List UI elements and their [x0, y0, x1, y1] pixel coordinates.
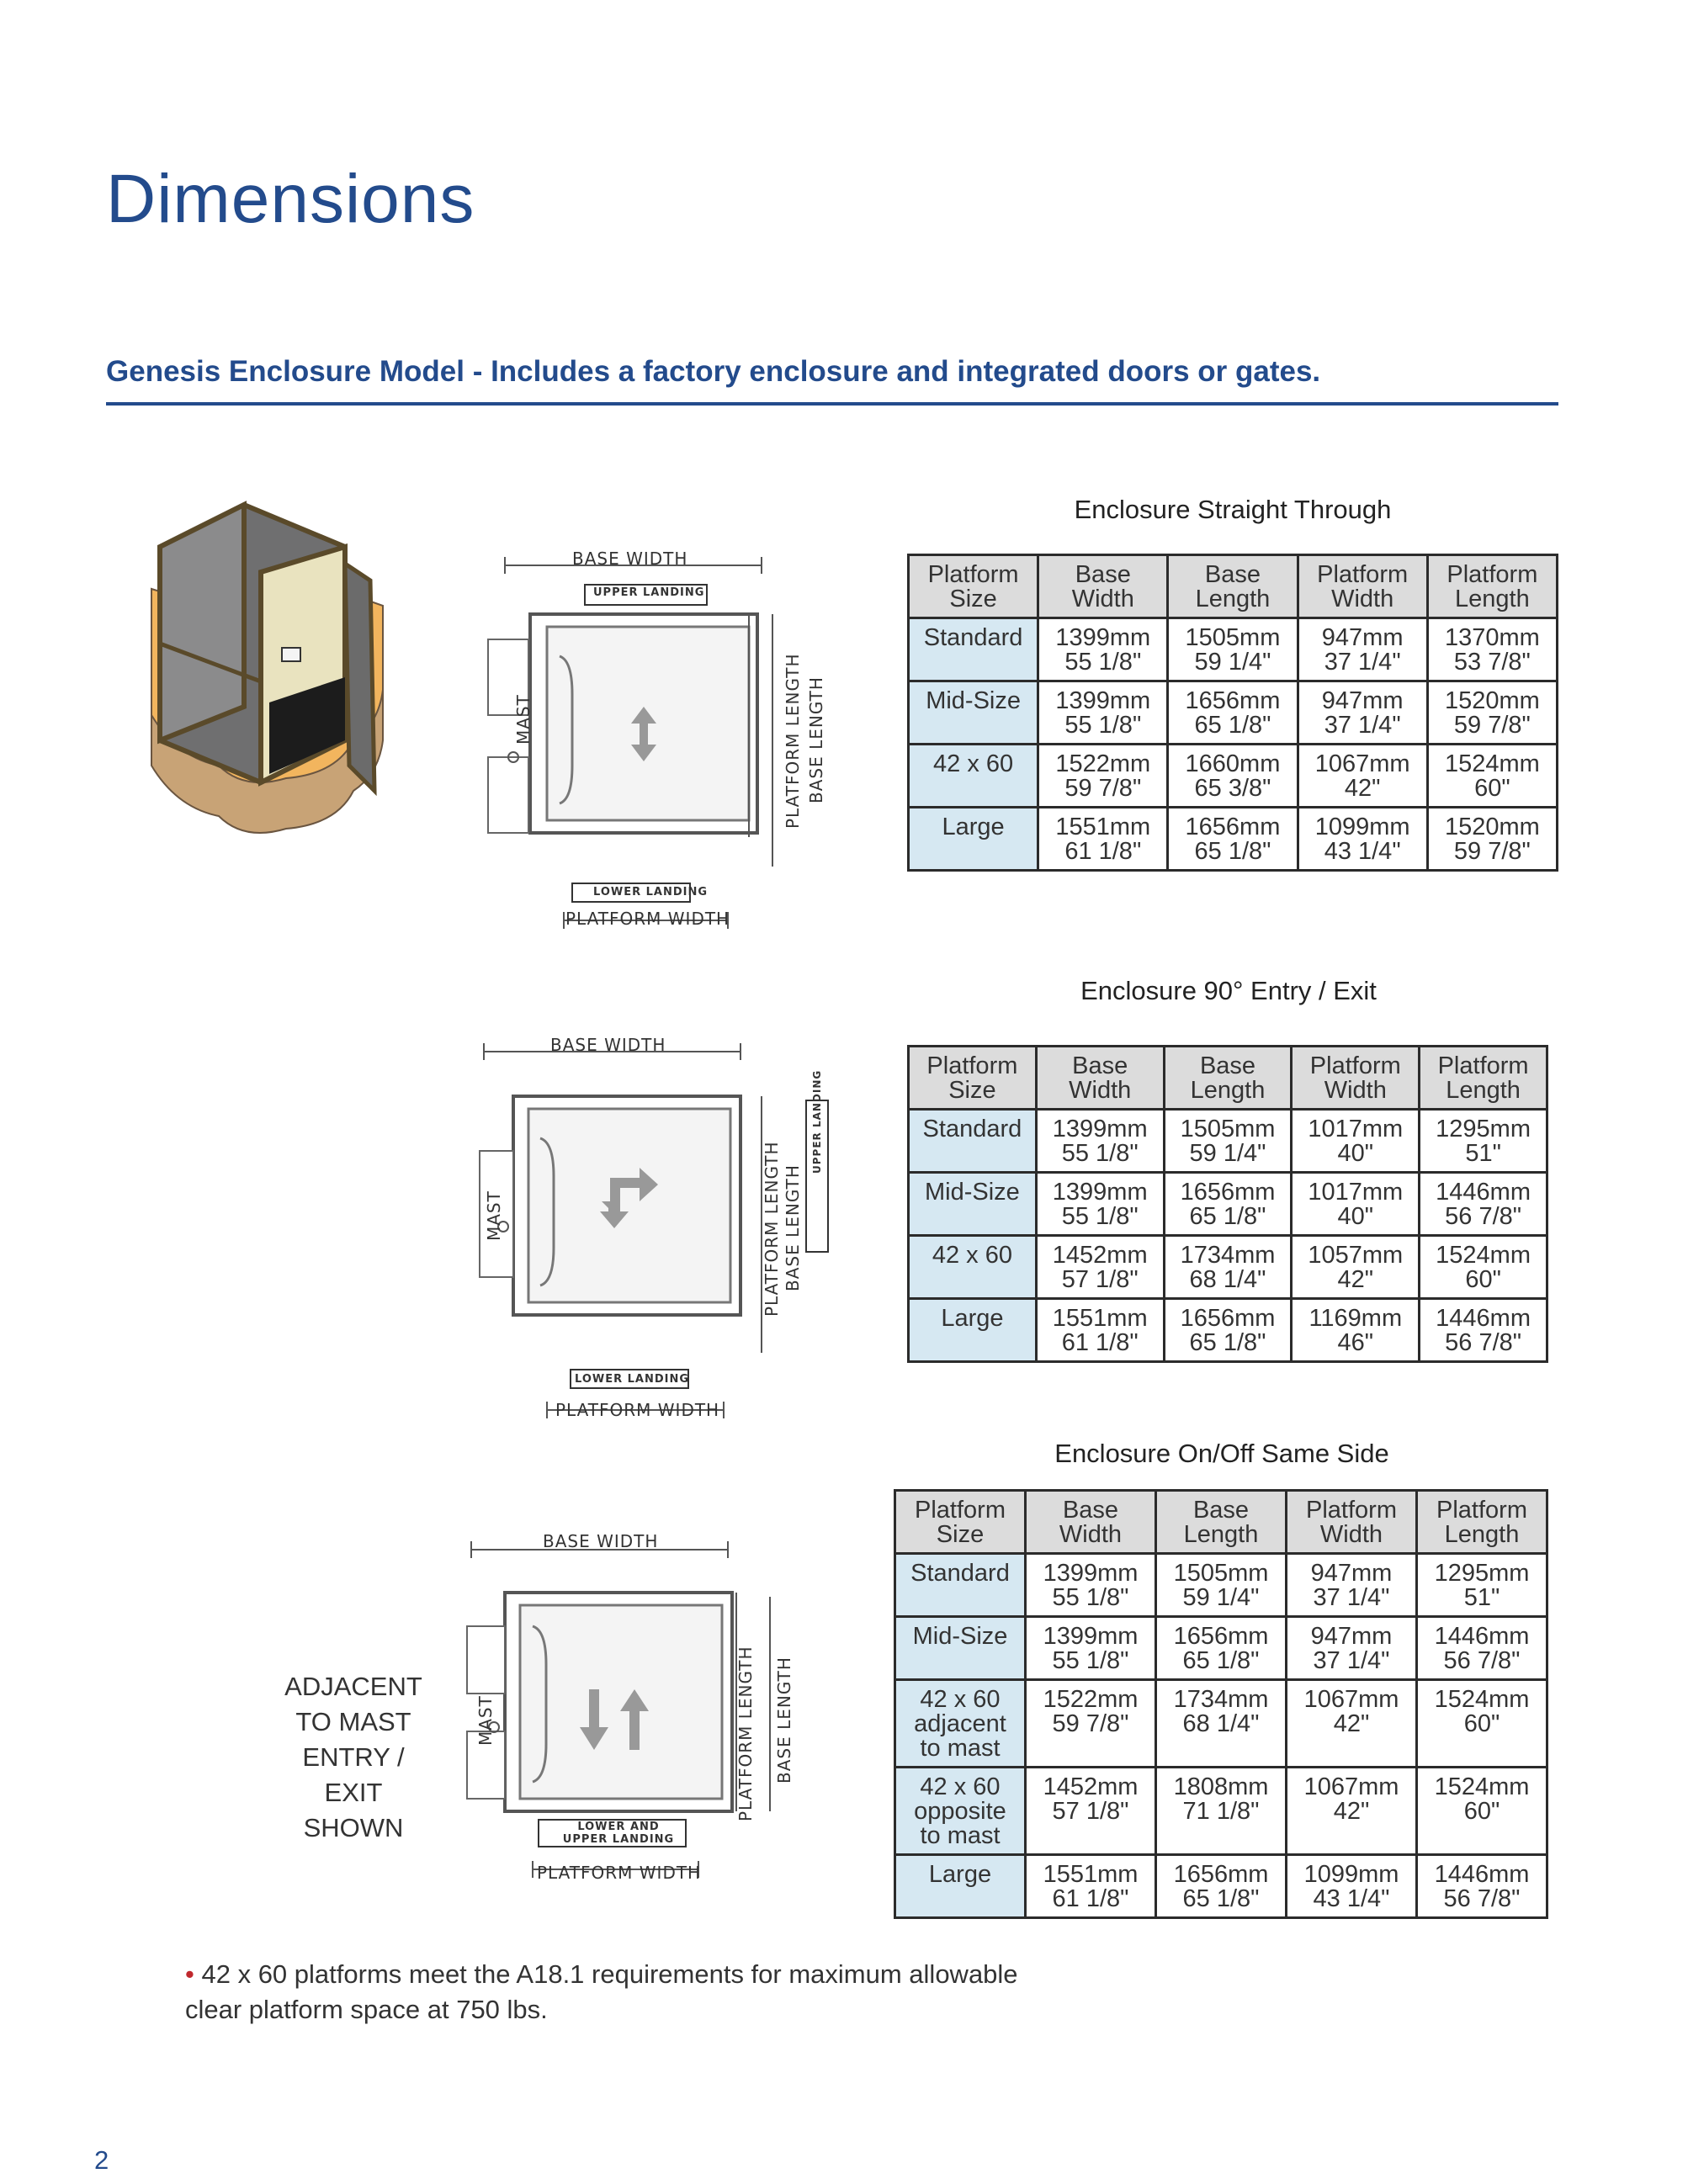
- header-line: Platform: [1436, 1497, 1527, 1524]
- table-cell: [1427, 808, 1557, 871]
- dim-base-length: BASE LENGTH: [774, 1657, 794, 1784]
- table-header-row: [895, 1491, 1547, 1554]
- table-cell: [1292, 1173, 1420, 1236]
- cell-line: 1551mm: [1055, 814, 1151, 840]
- cell-line: 1656mm: [1185, 814, 1281, 840]
- table-cell: [1168, 808, 1298, 871]
- footnote: [185, 1957, 1027, 2028]
- cell-line: 1017mm: [1308, 1116, 1404, 1142]
- column-header: [1164, 1047, 1292, 1110]
- table-cell: [1156, 1680, 1287, 1768]
- cell-line: 1452mm: [1043, 1773, 1139, 1800]
- section-heading: Genesis Enclosure Model - Includes a factory enclosure and integrated doors or gates.: [106, 355, 1321, 388]
- cell-line: Large: [928, 1861, 992, 1888]
- cell-line: 59 1/4": [1189, 1140, 1266, 1167]
- cell-line: 1169mm: [1308, 1305, 1403, 1332]
- header-line: Size: [948, 1077, 996, 1104]
- landing-label: LOWER LANDING: [575, 1373, 690, 1386]
- side-note-line: TO MAST: [295, 1707, 411, 1736]
- cell-line: 1399mm: [1055, 624, 1151, 651]
- cell-line: 55 1/8": [1052, 1647, 1129, 1674]
- dim-platform-width: PLATFORM WIDTH: [555, 1400, 720, 1420]
- table-cell: [1026, 1554, 1156, 1617]
- row-label: [909, 1173, 1037, 1236]
- cell-line: Mid-Size: [926, 687, 1021, 714]
- header-line: Width: [1324, 1077, 1387, 1104]
- table-row: [895, 1855, 1547, 1918]
- table-cell: [1417, 1768, 1547, 1855]
- cell-line: 37 1/4": [1324, 649, 1401, 676]
- dim-platform-length: PLATFORM LENGTH: [783, 653, 803, 829]
- table-cell: [1026, 1855, 1156, 1918]
- table-cell: [1417, 1855, 1547, 1918]
- cell-line: to mast: [920, 1822, 1001, 1849]
- table-cell: [1026, 1680, 1156, 1768]
- column-header: [1417, 1491, 1547, 1554]
- cell-line: 1399mm: [1052, 1179, 1148, 1206]
- table-row: [909, 1236, 1547, 1299]
- cell-line: 1524mm: [1436, 1242, 1531, 1269]
- table-cell: [1420, 1299, 1547, 1362]
- bullet-icon: •: [185, 1959, 194, 1989]
- table-cell: [1164, 1299, 1292, 1362]
- cell-line: 55 1/8": [1052, 1584, 1129, 1611]
- table-row: [895, 1680, 1547, 1768]
- cell-line: 947mm: [1310, 1560, 1393, 1587]
- cell-line: 56 7/8": [1443, 1885, 1521, 1912]
- table-cell: [1026, 1768, 1156, 1855]
- header-line: Length: [1190, 1077, 1266, 1104]
- header-line: Platform: [1309, 1052, 1401, 1079]
- cell-line: 51": [1463, 1584, 1500, 1611]
- cell-line: 55 1/8": [1061, 1140, 1139, 1167]
- column-header: [1420, 1047, 1547, 1110]
- cell-line: 1505mm: [1173, 1560, 1269, 1587]
- footnote-text: 42 x 60 platforms meet the A18.1 requirements for maximum allowable clear platform space at 750 lbs.: [185, 1959, 1018, 2024]
- table-cell: [1298, 681, 1427, 745]
- cell-line: 1656mm: [1173, 1623, 1269, 1650]
- table-cell: [1156, 1554, 1287, 1617]
- cell-line: 1520mm: [1444, 687, 1540, 714]
- table-cell: [1168, 618, 1298, 681]
- row-label: [909, 1299, 1037, 1362]
- header-line: Platform: [1437, 1052, 1529, 1079]
- header-line: Length: [1455, 586, 1530, 612]
- cell-line: Standard: [923, 624, 1023, 651]
- mast-label: MAST: [484, 1190, 504, 1241]
- cell-line: 1524mm: [1434, 1686, 1530, 1713]
- cell-line: 65 1/8": [1182, 1647, 1260, 1674]
- spec-table-same-side: [894, 1489, 1548, 1919]
- landing-label: LOWER LANDING: [593, 886, 709, 899]
- cell-line: 1446mm: [1436, 1179, 1531, 1206]
- table-row: [895, 1617, 1547, 1680]
- cell-line: 1656mm: [1180, 1305, 1276, 1332]
- landing-label: [539, 1821, 698, 1846]
- table-cell: [1168, 745, 1298, 808]
- cell-line: 1099mm: [1314, 814, 1410, 840]
- cell-line: 1295mm: [1436, 1116, 1531, 1142]
- cell-line: 56 7/8": [1445, 1203, 1522, 1230]
- table-title: Enclosure Straight Through: [1074, 495, 1392, 524]
- column-header: [1036, 1047, 1164, 1110]
- cell-line: 59 7/8": [1064, 775, 1142, 802]
- table-row: [909, 808, 1558, 871]
- header-line: Platform: [926, 1052, 1018, 1079]
- table-cell: [1292, 1110, 1420, 1173]
- table-cell: [1036, 1299, 1164, 1362]
- landing-line: LOWER AND: [577, 1821, 660, 1833]
- table-cell: [1287, 1680, 1417, 1768]
- cell-line: 42 x 60: [933, 750, 1014, 777]
- table-cell: [1287, 1617, 1417, 1680]
- dim-base-length: BASE LENGTH: [783, 1164, 803, 1291]
- cell-line: 1446mm: [1436, 1305, 1531, 1332]
- table-cell: [1156, 1855, 1287, 1918]
- cell-line: 42 x 60: [932, 1242, 1012, 1269]
- landing-label: UPPER LANDING: [593, 586, 705, 599]
- dim-base-width: BASE WIDTH: [550, 1035, 666, 1055]
- header-line: Platform: [1446, 561, 1538, 588]
- header-line: Base: [1075, 561, 1131, 588]
- column-header: [1038, 555, 1168, 618]
- cell-line: 55 1/8": [1064, 712, 1142, 739]
- table-cell: [1298, 618, 1427, 681]
- cell-line: Standard: [922, 1116, 1022, 1142]
- cell-line: 1446mm: [1434, 1861, 1530, 1888]
- table-cell: [1420, 1173, 1547, 1236]
- table-cell: [1420, 1110, 1547, 1173]
- cell-line: 1057mm: [1308, 1242, 1404, 1269]
- row-label: [909, 1236, 1037, 1299]
- cell-line: 59 7/8": [1453, 838, 1531, 865]
- cell-line: 42 x 60: [920, 1773, 1001, 1800]
- column-header: [1427, 555, 1557, 618]
- table-cell: [1427, 745, 1557, 808]
- cell-line: 61 1/8": [1061, 1329, 1139, 1356]
- section-divider: [106, 402, 1558, 406]
- side-note-line: EXIT: [324, 1778, 383, 1807]
- header-line: Base: [1204, 561, 1261, 588]
- table-cell: [1036, 1236, 1164, 1299]
- header-line: Width: [1069, 1077, 1132, 1104]
- table-row: [909, 618, 1558, 681]
- cell-line: 1446mm: [1434, 1623, 1530, 1650]
- header-line: Width: [1071, 586, 1134, 612]
- column-header: [909, 555, 1038, 618]
- cell-line: 65 3/8": [1194, 775, 1271, 802]
- cell-line: 1522mm: [1043, 1686, 1139, 1713]
- cell-line: 37 1/4": [1313, 1647, 1390, 1674]
- dim-base-width: BASE WIDTH: [572, 549, 688, 569]
- cell-line: 40": [1337, 1140, 1374, 1167]
- cell-line: 1067mm: [1314, 750, 1410, 777]
- cell-line: 1399mm: [1055, 687, 1151, 714]
- cell-line: Mid-Size: [912, 1623, 1008, 1650]
- header-line: Size: [949, 586, 997, 612]
- row-label: [909, 808, 1038, 871]
- cell-line: 40": [1337, 1203, 1374, 1230]
- cell-line: opposite: [914, 1798, 1006, 1825]
- cell-line: 1017mm: [1308, 1179, 1404, 1206]
- header-line: Width: [1059, 1521, 1123, 1548]
- cell-line: 1399mm: [1052, 1116, 1148, 1142]
- cell-line: 61 1/8": [1052, 1885, 1129, 1912]
- cell-line: 57 1/8": [1052, 1798, 1129, 1825]
- spec-table-90-entry-exit: [907, 1045, 1548, 1363]
- table-cell: [1038, 745, 1168, 808]
- cell-line: 37 1/4": [1313, 1584, 1390, 1611]
- cell-line: 42": [1344, 775, 1381, 802]
- table-row: [895, 1768, 1547, 1855]
- table-cell: [1417, 1617, 1547, 1680]
- table-cell: [1287, 1554, 1417, 1617]
- cell-line: 65 1/8": [1189, 1203, 1266, 1230]
- cell-line: 51": [1465, 1140, 1501, 1167]
- cell-line: 46": [1337, 1329, 1374, 1356]
- side-note-line: SHOWN: [303, 1813, 404, 1842]
- cell-line: 1099mm: [1303, 1861, 1399, 1888]
- table-cell: [1156, 1617, 1287, 1680]
- cell-line: 1067mm: [1303, 1686, 1399, 1713]
- cell-line: 42": [1333, 1710, 1370, 1737]
- column-header: [1156, 1491, 1287, 1554]
- cell-line: 1734mm: [1180, 1242, 1276, 1269]
- table-row: [909, 1110, 1547, 1173]
- cell-line: 1808mm: [1173, 1773, 1269, 1800]
- column-header: [895, 1491, 1026, 1554]
- cell-line: Mid-Size: [924, 1179, 1020, 1206]
- table-cell: [1292, 1236, 1420, 1299]
- cell-line: 1067mm: [1303, 1773, 1399, 1800]
- cell-line: 1399mm: [1043, 1623, 1139, 1650]
- header-line: Size: [936, 1521, 985, 1548]
- cell-line: 43 1/4": [1313, 1885, 1390, 1912]
- cell-line: 65 1/8": [1194, 838, 1271, 865]
- table-cell: [1298, 745, 1427, 808]
- mast-label: MAST: [475, 1695, 496, 1746]
- cell-line: 65 1/8": [1182, 1885, 1260, 1912]
- column-header: [1168, 555, 1298, 618]
- cell-line: 59 1/4": [1194, 649, 1271, 676]
- cell-line: 947mm: [1321, 624, 1404, 651]
- table-cell: [1287, 1855, 1417, 1918]
- cell-line: 60": [1474, 775, 1510, 802]
- landing-line: UPPER LANDING: [562, 1833, 675, 1846]
- header-line: Base: [1062, 1497, 1119, 1524]
- cell-line: 1734mm: [1173, 1686, 1269, 1713]
- column-header: [1292, 1047, 1420, 1110]
- table-cell: [1038, 618, 1168, 681]
- cell-line: 1452mm: [1052, 1242, 1148, 1269]
- cell-line: 71 1/8": [1182, 1798, 1260, 1825]
- header-line: Width: [1319, 1521, 1383, 1548]
- mast-label: MAST: [513, 694, 533, 745]
- row-label: [909, 745, 1038, 808]
- cell-line: 1295mm: [1434, 1560, 1530, 1587]
- cell-line: 65 1/8": [1194, 712, 1271, 739]
- dim-platform-length: PLATFORM LENGTH: [762, 1141, 782, 1317]
- table-header-row: [909, 555, 1558, 618]
- side-note-line: ENTRY /: [302, 1742, 405, 1772]
- cell-line: 60": [1463, 1798, 1500, 1825]
- header-line: Platform: [1306, 1497, 1397, 1524]
- dim-base-width: BASE WIDTH: [543, 1531, 659, 1551]
- cell-line: 1551mm: [1052, 1305, 1148, 1332]
- table-cell: [1168, 681, 1298, 745]
- cell-line: 947mm: [1310, 1623, 1393, 1650]
- cell-line: 55 1/8": [1061, 1203, 1139, 1230]
- cell-line: 1522mm: [1055, 750, 1151, 777]
- cell-line: 1524mm: [1444, 750, 1540, 777]
- cell-line: Standard: [910, 1560, 1010, 1587]
- cell-line: 59 7/8": [1453, 712, 1531, 739]
- table-cell: [1036, 1110, 1164, 1173]
- cell-line: 68 1/4": [1189, 1266, 1266, 1293]
- table-title: Enclosure On/Off Same Side: [1054, 1439, 1389, 1468]
- cell-line: 55 1/8": [1064, 649, 1142, 676]
- row-label: [909, 681, 1038, 745]
- header-line: Base: [1192, 1497, 1250, 1524]
- row-label: [909, 1110, 1037, 1173]
- cell-line: 1551mm: [1043, 1861, 1139, 1888]
- cell-line: 1524mm: [1434, 1773, 1530, 1800]
- row-label: [895, 1855, 1026, 1918]
- table-cell: [1026, 1617, 1156, 1680]
- table-row: [909, 745, 1558, 808]
- table-cell: [1164, 1110, 1292, 1173]
- column-header: [1298, 555, 1427, 618]
- column-header: [1026, 1491, 1156, 1554]
- column-header: [909, 1047, 1037, 1110]
- table-cell: [1292, 1299, 1420, 1362]
- header-line: Platform: [915, 1497, 1006, 1524]
- header-line: Platform: [927, 561, 1019, 588]
- header-line: Length: [1183, 1521, 1259, 1548]
- table-row: [895, 1554, 1547, 1617]
- cell-line: 1656mm: [1185, 687, 1281, 714]
- table-cell: [1038, 808, 1168, 871]
- table-row: [909, 1299, 1547, 1362]
- cell-line: 59 1/4": [1182, 1584, 1260, 1611]
- table-cell: [1038, 681, 1168, 745]
- cell-line: 43 1/4": [1324, 838, 1401, 865]
- row-label: [895, 1554, 1026, 1617]
- dim-platform-length: PLATFORM LENGTH: [735, 1646, 756, 1821]
- header-line: Length: [1195, 586, 1271, 612]
- cell-line: 1399mm: [1043, 1560, 1139, 1587]
- row-label: [909, 618, 1038, 681]
- cell-line: 42": [1337, 1266, 1374, 1293]
- header-line: Base: [1072, 1052, 1128, 1079]
- diagram-90-entry-exit: [471, 1033, 867, 1429]
- side-note: [278, 1669, 429, 1846]
- table-cell: [1164, 1173, 1292, 1236]
- cell-line: 56 7/8": [1443, 1647, 1521, 1674]
- cell-line: 42": [1333, 1798, 1370, 1825]
- table-cell: [1298, 808, 1427, 871]
- table-cell: [1427, 681, 1557, 745]
- cell-line: 56 7/8": [1445, 1329, 1522, 1356]
- cell-line: 37 1/4": [1324, 712, 1401, 739]
- cell-line: 42 x 60: [920, 1686, 1001, 1713]
- side-note-line: ADJACENT: [284, 1672, 422, 1701]
- table-cell: [1156, 1768, 1287, 1855]
- cell-line: 65 1/8": [1189, 1329, 1266, 1356]
- spec-table-straight-through: [907, 554, 1558, 872]
- column-header: [1287, 1491, 1417, 1554]
- cell-line: 1520mm: [1444, 814, 1540, 840]
- cell-line: 60": [1463, 1710, 1500, 1737]
- row-label: [895, 1680, 1026, 1768]
- cell-line: 68 1/4": [1182, 1710, 1260, 1737]
- cell-line: 1660mm: [1185, 750, 1281, 777]
- table-row: [909, 681, 1558, 745]
- table-cell: [1420, 1236, 1547, 1299]
- table-cell: [1287, 1768, 1417, 1855]
- cell-line: 53 7/8": [1453, 649, 1531, 676]
- dim-platform-width: PLATFORM WIDTH: [537, 1863, 702, 1883]
- table-cell: [1417, 1680, 1547, 1768]
- cell-line: Large: [942, 814, 1005, 840]
- cell-line: 59 7/8": [1052, 1710, 1129, 1737]
- table-title: Enclosure 90° Entry / Exit: [1080, 976, 1377, 1005]
- table-cell: [1427, 618, 1557, 681]
- cell-line: 61 1/8": [1064, 838, 1142, 865]
- page-number: 2: [94, 2145, 109, 2175]
- cell-line: 60": [1465, 1266, 1501, 1293]
- header-line: Length: [1444, 1521, 1520, 1548]
- row-label: [895, 1617, 1026, 1680]
- cell-line: to mast: [920, 1735, 1001, 1762]
- page-title: Dimensions: [106, 161, 475, 237]
- table-cell: [1164, 1236, 1292, 1299]
- dim-base-length: BASE LENGTH: [806, 676, 826, 803]
- enclosure-illustration: [143, 488, 387, 858]
- cell-line: adjacent: [914, 1710, 1006, 1737]
- cell-line: Large: [941, 1305, 1004, 1332]
- cell-line: 1505mm: [1180, 1116, 1276, 1142]
- header-line: Length: [1446, 1077, 1521, 1104]
- cell-line: 1656mm: [1180, 1179, 1276, 1206]
- cell-line: 947mm: [1321, 687, 1404, 714]
- cell-line: 1656mm: [1173, 1861, 1269, 1888]
- table-row: [909, 1173, 1547, 1236]
- landing-label: UPPER LANDING: [811, 1069, 823, 1174]
- table-cell: [1417, 1554, 1547, 1617]
- table-cell: [1036, 1173, 1164, 1236]
- row-label: [895, 1768, 1026, 1855]
- header-line: Width: [1331, 586, 1394, 612]
- cell-line: 57 1/8": [1061, 1266, 1139, 1293]
- header-line: Base: [1199, 1052, 1256, 1079]
- cell-line: 1505mm: [1185, 624, 1281, 651]
- table-header-row: [909, 1047, 1547, 1110]
- header-line: Platform: [1317, 561, 1409, 588]
- cell-line: 1370mm: [1444, 624, 1540, 651]
- dim-platform-width: PLATFORM WIDTH: [565, 909, 730, 929]
